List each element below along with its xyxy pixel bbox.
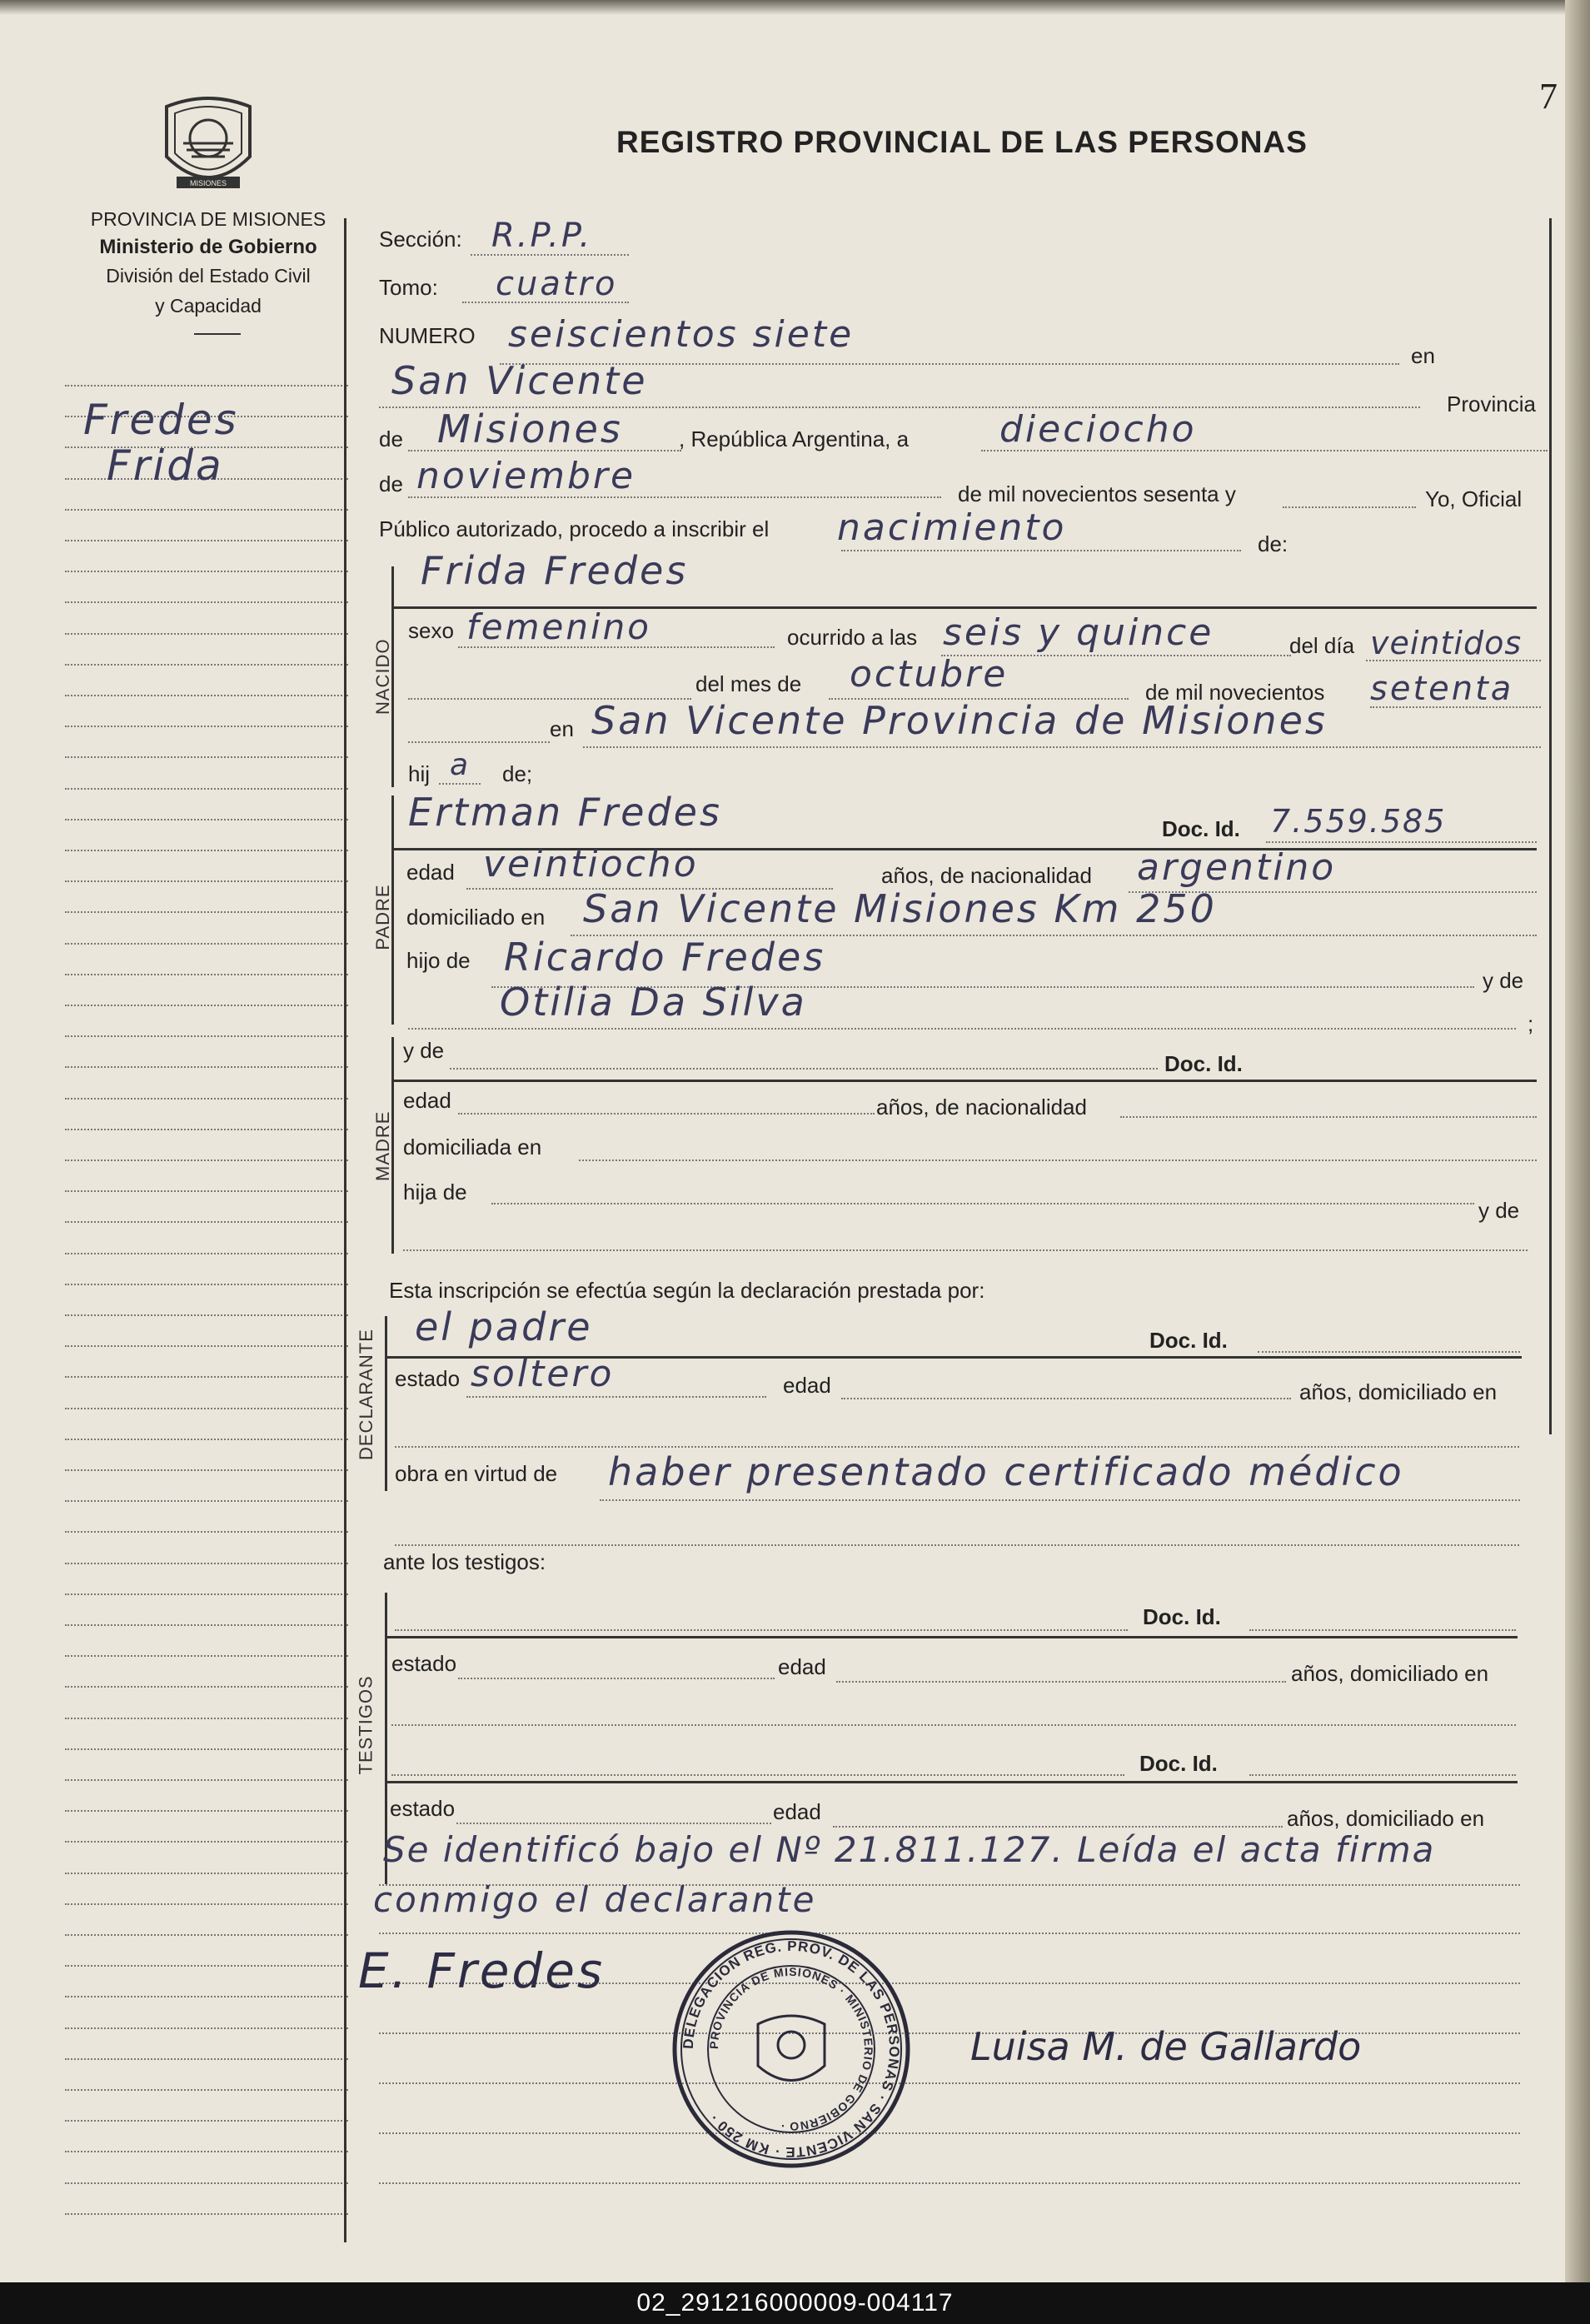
- margin-ruled-line: [65, 633, 348, 635]
- heading-rule: [194, 333, 241, 335]
- page-top-edge: [0, 0, 1590, 15]
- margin-ruled-line: [65, 2151, 348, 2152]
- padre-section-label: PADRE: [372, 884, 393, 950]
- margin-ruled-line: [65, 1624, 348, 1626]
- padre-edad-label: edad: [406, 860, 455, 885]
- hija-de-label: hija de: [403, 1179, 467, 1204]
- margin-ruled-line: [65, 1531, 348, 1533]
- tomo-label: Tomo:: [379, 275, 438, 300]
- del-mes-label: del mes de: [695, 671, 802, 696]
- margin-ruled-line: [65, 1005, 348, 1006]
- official-signature: Luisa M. de Gallardo: [970, 2024, 1362, 2069]
- nacido-section-label: NACIDO: [372, 638, 393, 715]
- note-line-1: Se identificó bajo el Nº 21.811.127. Leída el acta firma: [383, 1829, 1436, 1870]
- margin-ruled-line: [65, 509, 348, 511]
- margin-ruled-line: [65, 1779, 348, 1781]
- margin-ruled-line: [65, 1686, 348, 1688]
- note-line-2: conmigo el declarante: [373, 1879, 817, 1920]
- en-nac-label: en: [550, 716, 574, 741]
- madre-y-de-2-label: y de: [1478, 1198, 1520, 1223]
- declarant-signature: E. Fredes: [358, 1942, 606, 1999]
- y-de-label: y de: [1483, 968, 1524, 993]
- decl-estado-label: estado: [395, 1366, 461, 1391]
- margin-ruled-line: [65, 1066, 348, 1068]
- test1-estado-label: estado: [391, 1651, 457, 1676]
- province-heading: PROVINCIA DE MISIONES: [90, 208, 326, 230]
- margin-ruled-line: [65, 880, 348, 882]
- test2-estado-label: estado: [390, 1796, 456, 1821]
- tomo-value: cuatro: [496, 265, 618, 303]
- margin-ruled-line: [65, 2089, 348, 2091]
- declarante-section-label: DECLARANTE: [356, 1329, 376, 1460]
- margin-ruled-line: [65, 1160, 348, 1161]
- abuela-value: Otilia Da Silva: [500, 980, 807, 1025]
- test1-edad-label: edad: [778, 1654, 826, 1679]
- semicolon-label: ;: [1528, 1011, 1534, 1036]
- de-colon-label: de:: [1258, 531, 1288, 556]
- padre-doc-label: Doc. Id.: [1162, 816, 1240, 841]
- lugar-nac-value: San Vicente Provincia de Misiones: [591, 698, 1328, 743]
- obra-label: obra en virtud de: [395, 1461, 558, 1486]
- margin-ruled-line: [65, 943, 348, 945]
- footer-archive-code: 02_291216000009-004117: [636, 2289, 954, 2317]
- margin-ruled-line: [65, 1284, 348, 1285]
- margin-ruled-line: [65, 540, 348, 541]
- margin-ruled-line: [65, 1593, 348, 1595]
- madre-y-de-label: y de: [403, 1038, 445, 1063]
- testigos-section-label: TESTIGOS: [355, 1675, 376, 1775]
- margin-ruled-line: [65, 1221, 348, 1223]
- mes-value: noviembre: [416, 455, 636, 497]
- padre-nac-value: argentino: [1137, 846, 1337, 889]
- margin-ruled-line: [65, 1748, 348, 1750]
- margin-ruled-line: [65, 2182, 348, 2184]
- margin-ruled-line: [65, 2058, 348, 2060]
- ministry-heading: Ministerio de Gobierno: [99, 236, 317, 258]
- sexo-value: femenino: [466, 606, 651, 647]
- margin-ruled-line: [65, 974, 348, 975]
- numero-label: NUMERO: [379, 323, 476, 348]
- margin-ruled-line: [65, 695, 348, 696]
- seal-text: MISIONES: [189, 179, 227, 187]
- de-label-2: de: [379, 471, 403, 496]
- margin-ruled-line: [65, 1563, 348, 1564]
- margin-ruled-line: [65, 1934, 348, 1936]
- padre-nac-label: años, de nacionalidad: [881, 863, 1092, 888]
- de-mil-2-label: de mil novecientos: [1145, 680, 1325, 705]
- decl-estado-value: soltero: [471, 1353, 615, 1395]
- sexo-label: sexo: [408, 618, 454, 643]
- margin-ruled-line: [65, 1718, 348, 1719]
- margin-ruled-line: [65, 1314, 348, 1316]
- hora-value: seis y quince: [943, 611, 1214, 654]
- test1-doc-label: Doc. Id.: [1143, 1604, 1221, 1629]
- inscripcion-label: Esta inscripción se efectúa según la declaración prestada por:: [389, 1278, 985, 1303]
- yo-oficial-label: Yo, Oficial: [1425, 486, 1523, 511]
- margin-ruled-line: [65, 1996, 348, 1997]
- margin-ruled-line: [65, 385, 348, 387]
- margin-ruled-line: [65, 1253, 348, 1254]
- decl-edad-label: edad: [783, 1373, 831, 1398]
- margin-ruled-line: [65, 1439, 348, 1440]
- margin-ruled-line: [65, 1035, 348, 1037]
- official-stamp: [666, 1924, 916, 2174]
- ante-label: ante los testigos:: [383, 1549, 546, 1574]
- capacity-heading: y Capacidad: [155, 295, 262, 317]
- margin-ruled-line: [65, 1500, 348, 1502]
- margin-ruled-line: [65, 2213, 348, 2215]
- test2-dom-label: años, domiciliado en: [1287, 1806, 1485, 1831]
- seccion-value: R.P.P.: [491, 217, 593, 255]
- en-label: en: [1411, 343, 1435, 368]
- margin-ruled-line: [65, 1190, 348, 1192]
- test1-dom-label: años, domiciliado en: [1291, 1661, 1489, 1686]
- del-dia-label: del día: [1289, 633, 1355, 658]
- provincial-seal: [158, 90, 258, 198]
- stamp-inner-text: PROVINCIA DE MISIONES · MINISTERIO DE GOBIERNO ·: [706, 1964, 876, 2134]
- madre-edad-label: edad: [403, 1088, 451, 1113]
- margin-ruled-line: [65, 601, 348, 603]
- padre-dom-value: San Vicente Misiones Km 250: [583, 886, 1217, 931]
- madre-dom-label: domiciliada en: [403, 1135, 542, 1160]
- lugar-value: San Vicente: [391, 358, 648, 403]
- margin-ruled-line: [65, 788, 348, 790]
- page-number: 7: [1539, 76, 1558, 117]
- left-vertical-rule: [344, 218, 346, 2242]
- margin-ruled-line: [65, 819, 348, 820]
- margin-ruled-line: [65, 850, 348, 851]
- provincia-value: Misiones: [437, 406, 623, 451]
- dia-value: dieciocho: [999, 408, 1197, 451]
- de-semi-label: de;: [502, 761, 533, 786]
- margin-given-name: Frida: [107, 441, 224, 490]
- acto-value: nacimiento: [837, 506, 1067, 549]
- nombre-value: Frida Fredes: [421, 548, 689, 593]
- margin-ruled-line: [65, 1873, 348, 1874]
- margin-ruled-line: [65, 726, 348, 727]
- seccion-label: Sección:: [379, 227, 462, 252]
- numero-value: seiscientos siete: [508, 313, 855, 356]
- provincia-label: Provincia: [1447, 391, 1536, 416]
- publico-label: Público autorizado, procedo a inscribir el: [379, 516, 770, 541]
- margin-ruled-line: [65, 2120, 348, 2122]
- test2-edad-label: edad: [773, 1799, 821, 1824]
- margin-ruled-line: [65, 1376, 348, 1378]
- margin-ruled-line: [65, 1965, 348, 1967]
- margin-ruled-line: [65, 756, 348, 758]
- margin-surname: Fredes: [83, 396, 239, 444]
- madre-nac-label: años, de nacionalidad: [876, 1095, 1087, 1120]
- margin-ruled-line: [65, 2027, 348, 2029]
- margin-ruled-line: [65, 571, 348, 572]
- margin-ruled-line: [65, 664, 348, 666]
- registry-title: REGISTRO PROVINCIAL DE LAS PERSONAS: [616, 125, 1308, 159]
- obra-value: haber presentado certificado médico: [608, 1449, 1404, 1494]
- margin-ruled-line: [65, 1345, 348, 1347]
- margin-ruled-line: [65, 1098, 348, 1100]
- hij-label: hij: [408, 761, 431, 786]
- madre-section-label: MADRE: [372, 1110, 393, 1181]
- padre-value: Ertman Fredes: [408, 790, 722, 835]
- madre-doc-label: Doc. Id.: [1164, 1051, 1243, 1076]
- margin-ruled-line: [65, 1841, 348, 1843]
- de-mil-label: de mil novecientos sesenta y: [958, 481, 1236, 506]
- margin-ruled-line: [65, 1129, 348, 1130]
- decl-dom-label: años, domiciliado en: [1299, 1379, 1498, 1404]
- hijo-de-label: hijo de: [406, 948, 471, 973]
- margin-ruled-line: [65, 1903, 348, 1905]
- abuelo-value: Ricardo Fredes: [504, 935, 826, 980]
- padre-dom-label: domiciliado en: [406, 905, 546, 930]
- padre-doc-value: 7.559.585: [1270, 803, 1447, 840]
- padre-edad-value: veintiocho: [483, 843, 699, 885]
- dia-nac-value: veintidos: [1370, 625, 1523, 661]
- margin-ruled-line: [65, 1408, 348, 1409]
- margin-ruled-line: [65, 1469, 348, 1471]
- de-label: de: [379, 426, 403, 451]
- hij-suffix: a: [450, 748, 471, 782]
- stamp-outer-text: DELEGACION REG. PROV. DE LAS PERSONAS · SAN VICENTE · KM 250 ·: [680, 1937, 903, 2161]
- anio-nac-value: setenta: [1370, 670, 1514, 708]
- mes-nac-value: octubre: [850, 653, 1009, 696]
- test2-doc-label: Doc. Id.: [1139, 1751, 1218, 1776]
- decl-doc-label: Doc. Id.: [1149, 1328, 1228, 1353]
- republica-label: , República Argentina, a: [679, 426, 910, 451]
- margin-ruled-line: [65, 1810, 348, 1812]
- margin-ruled-line: [65, 911, 348, 913]
- right-vertical-rule: [1549, 218, 1552, 1434]
- declarante-value: el padre: [415, 1304, 593, 1349]
- book-spine: [1565, 0, 1590, 2282]
- ocurrido-label: ocurrido a las: [787, 625, 918, 650]
- margin-ruled-line: [65, 1655, 348, 1657]
- division-heading: División del Estado Civil: [106, 265, 311, 287]
